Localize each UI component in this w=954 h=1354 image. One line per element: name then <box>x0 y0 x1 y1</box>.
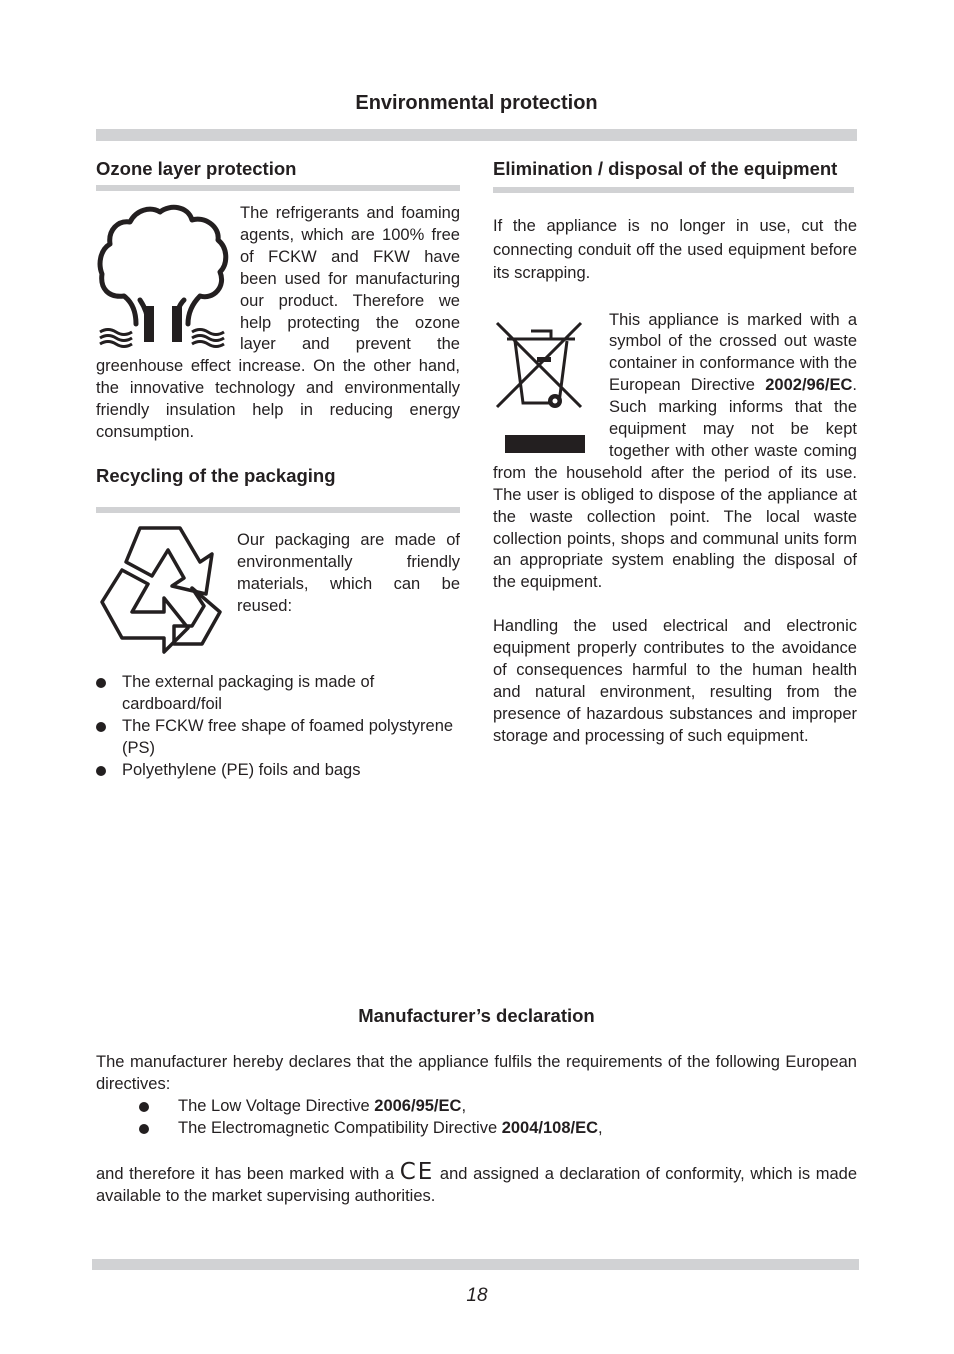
list-item: The external packaging is made of cardboard/foil <box>96 672 460 716</box>
marking-text-before: This appliance is marked with a symbol of the crossed out waste container in conformance with the European Directive <box>609 310 857 395</box>
declaration-closing: and therefore it has been marked with a CE and assigned a declaration of conformity, which is made available to the market supervising authorities. <box>96 1158 857 1205</box>
tree-icon <box>96 202 230 350</box>
list-item: The FCKW free shape of foamed polystyrene (PS) <box>96 716 460 760</box>
packaging-list <box>96 672 460 782</box>
directive-code: 2006/95/EC <box>374 1096 462 1115</box>
page-number: 18 <box>466 1285 488 1306</box>
left-column <box>96 157 460 782</box>
disposal-handling: Handling the used electrical and electronic equipment properly contributes to the avoidance of consequences harmful to the human health and natural environment, resulting from the presence of hazardous substances and improper storage and processing of such equipment. <box>493 617 857 745</box>
recycling-rule <box>96 507 460 513</box>
ozone-section <box>96 203 460 444</box>
ozone-rule <box>96 185 460 191</box>
recycling-intro: Our packaging are made of environmentally friendly materials, which can be reused: <box>237 530 460 615</box>
declaration-heading: Manufacturer’s declaration <box>358 1005 595 1026</box>
footer-divider <box>92 1259 859 1270</box>
disposal-heading: Elimination / disposal of the equipment <box>493 158 838 179</box>
right-column <box>493 157 857 748</box>
declaration-intro: The manufacturer hereby declares that the appliance fulfils the requirements of the following European directives: <box>96 1053 857 1093</box>
crossed-bin-icon <box>493 317 589 453</box>
disposal-marking <box>493 310 857 595</box>
disposal-rule <box>493 187 854 193</box>
ce-mark-icon: CE <box>399 1158 435 1185</box>
list-item: The Electromagnetic Compatibility Directive 2004/108/EC, <box>139 1118 857 1140</box>
ozone-text: The refrigerants and foaming agents, which are 100% free of FCKW and FKW have been used for manufacturing our product. Therefore we help protecting the ozone layer and prevent the greenhouse effect increase. On the other hand, the innovative technology and environmentally friendly insulation help in reducing energy consumption. <box>96 204 460 442</box>
weee-directive: 2002/96/EC <box>765 376 853 395</box>
directives-list <box>139 1096 857 1140</box>
directive-code: 2004/108/EC <box>501 1118 599 1137</box>
recycling-section <box>96 530 460 672</box>
disposal-intro: If the appliance is no longer in use, cut the connecting conduit off the used equipment before its scrapping. <box>493 217 857 282</box>
list-item: Polyethylene (PE) foils and bags <box>96 760 460 782</box>
page-title: Environmental protection <box>355 92 598 114</box>
list-item: The Low Voltage Directive 2006/95/EC, <box>139 1096 857 1118</box>
ozone-heading: Ozone layer protection <box>96 158 297 179</box>
title-divider <box>96 129 857 141</box>
declaration-section <box>96 1004 857 1207</box>
recycle-icon <box>96 522 226 656</box>
recycling-heading: Recycling of the packaging <box>96 464 336 486</box>
marking-text-after: . Such marking informs that the equipment may not be kept together with other waste coming from the household after the period of its use. The user is obliged to dispose of the appliance at the waste collection point. The local waste collection points, shops and communal units form an appropriate system enabling the disposal of the equipment. <box>493 376 857 592</box>
